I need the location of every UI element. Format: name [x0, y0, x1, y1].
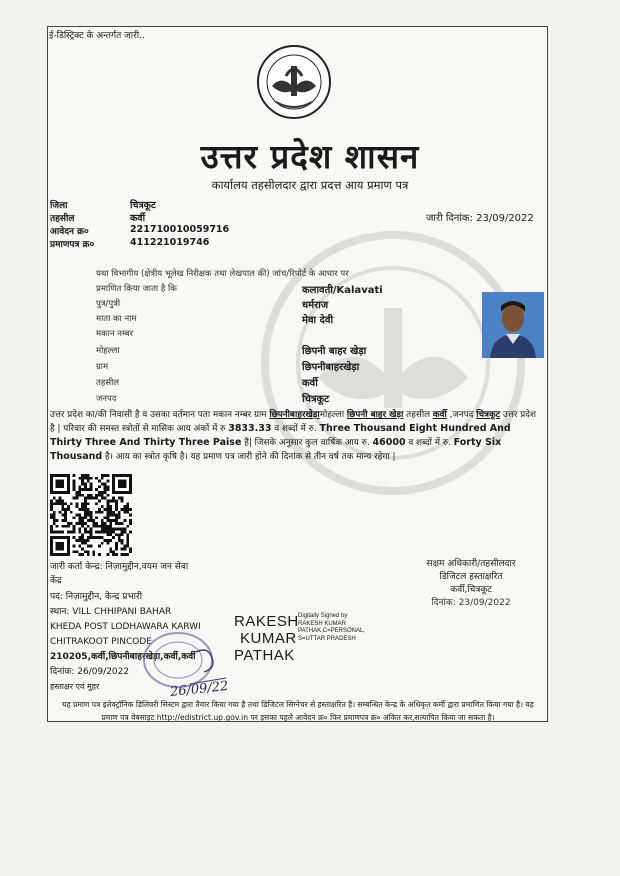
issuer-line: जारी कर्ता केन्द्र: निज़ामुद्दीन,वयम जन सेवा: [50, 562, 189, 572]
field-value-mohalla: छिपनी बाहर खेड़ा: [302, 346, 367, 357]
certificate-subtitle: कार्यालय तहसीलदार द्वारा प्रदत्त आय प्रमाण पत्र: [211, 178, 409, 192]
certificate-label: प्रमाणपत्र क्र०: [50, 240, 95, 250]
signer-name-1: RAKESH: [234, 613, 299, 630]
digital-signature-info: Digitally Signed by RAKESH KUMAR PATHAK,C=PERSONAL, S=UTTAR PRADESH: [298, 613, 365, 642]
issuer-line: CHITRAKOOT PINCODE: [50, 637, 152, 647]
field-value-tehsil: कर्वी: [302, 378, 318, 389]
field-value-district: चित्रकूट: [302, 394, 330, 405]
issuer-date: दिनांक: 26/09/2022: [50, 667, 130, 677]
authority-block: [398, 558, 544, 610]
issuer-line: स्थान: VILL CHHIPANI BAHAR: [50, 607, 172, 617]
issuer-line: हस्ताक्षर एवं मुहर: [50, 682, 100, 691]
issue-date: जारी दिनांक: 23/09/2022: [426, 213, 534, 224]
certificate-value: 411221019746: [130, 237, 210, 248]
certificate-paragraph: उत्तर प्रदेश का/की निवासी है व उसका वर्तमान पता मकान नम्बर ग्राम छिपनीबाहरखेड़ामोहल्ला छिपनी बाहर खेड़ा तहसील कर्वी ,जनपद चित्रकूट उत्तर प्रदेश है | परिवार की समस्त स्त्रोतों से मासिक आय अंकों में रु 3833.33 व शब्दों में रु. Three Thousand Eight Hundred And Thirty Three And Thirty Three Paise है| जिसके अनुसार कुल वार्षिक आय रु. 46000 व शब्दों में रु. Forty Six Thousand है। आय का स्त्रोत कृषि है। यह प्रमाण पत्र जारी होने की दिनांक से तीन वर्ष तक मान्य रहेगा |: [50, 410, 536, 462]
handwritten-date: 26/09/22: [169, 678, 230, 701]
qr-code[interactable]: [50, 474, 132, 556]
field-label: ग्राम: [96, 362, 109, 372]
application-label: आवेदन क्र०: [50, 227, 89, 237]
application-value: 221710010059716: [130, 224, 230, 235]
up-emblem-icon: [256, 44, 332, 120]
authority-line: डिजिटल हस्ताक्षरित: [439, 572, 503, 582]
field-value-name: कलावती/Kalavati: [302, 285, 383, 296]
signer-name-3: PATHAK: [234, 647, 295, 664]
field-label: तहसील: [96, 378, 120, 388]
field-label: माता का नाम: [96, 314, 137, 324]
district-label: जिला: [50, 201, 68, 211]
authority-line: कर्वी,चित्रकूट: [450, 585, 492, 595]
tehsil-value: कर्वी: [130, 213, 146, 224]
field-label: जनपद: [96, 394, 117, 404]
field-label: प्रमाणित किया जाता है कि: [96, 284, 177, 294]
issuer-line: पद: निज़ामुद्दीन, केन्द्र प्रभारी: [50, 592, 143, 602]
field-value-mother: मेवा देवी: [302, 315, 334, 326]
field-label: मकान नम्बर: [96, 329, 134, 339]
authority-date: दिनांक: 23/09/2022: [431, 598, 511, 608]
applicant-photo: [482, 292, 544, 358]
field-label: पुत्र/पुत्री: [96, 299, 121, 309]
authority-line: सक्षम अधिकारी/तहसीलदार: [426, 559, 516, 569]
tehsil-label: तहसील: [50, 214, 75, 224]
district-value: चित्रकूट: [130, 200, 156, 211]
issuer-line: 210205,कर्वी,छिपनीबाहरखेड़ा,कर्वी,कर्वी: [50, 652, 196, 662]
footer-note: यह प्रमाण पत्र इलेक्ट्रॉनिक डिलिवरी सिस्टम द्वारा तैयार किया गया है तथा डिजिटल सिग्नेचर से हस्ताक्षरित है। सम्बन्धित केन्द्र के अधिकृत कर्मी द्वारा प्रमाणित किया गया है। यह प्रमाण पत्र वेबसाइट http://edistrict.up.gov.in पर इसका पहले आवेदन क्र० फिर प्रमाणपत्र क्र० अंकित कर,सत्यापित किया जा सकता है।: [62, 700, 534, 722]
intro-line: यथा विभागीय (क्षेत्रीय भूलेख निरीक्षक तथा लेखपाल की) जांच/रिपोर्ट के आधार पर: [96, 269, 349, 279]
page-title: उत्तर प्रदेश शासन: [200, 137, 420, 176]
issuer-line: KHEDA POST LODHAWARA KARWI: [50, 622, 201, 632]
signer-name-2: KUMAR: [240, 630, 297, 647]
field-value-village: छिपनीबाहरखेड़ा: [302, 362, 360, 373]
field-value-father: धर्मराज: [302, 300, 329, 311]
top-note: ई-डिस्ट्रिक्ट के अन्तर्गत जारी..: [49, 31, 145, 41]
issuer-line: केंद्र: [50, 576, 62, 586]
field-label: मोहल्ला: [96, 346, 120, 356]
